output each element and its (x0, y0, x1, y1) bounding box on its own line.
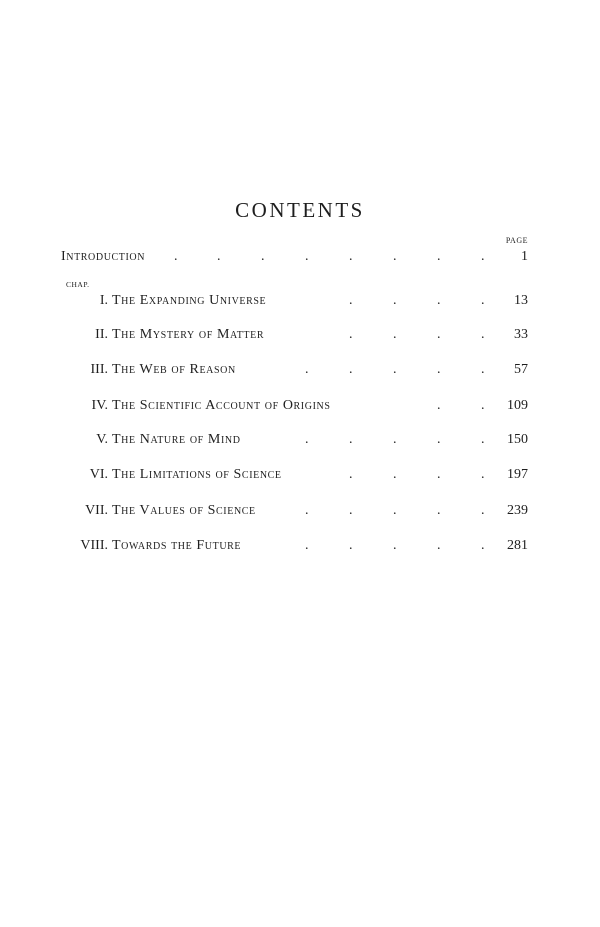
toc-entry-chapter (0, 396, 600, 416)
chapter-numeral: IV. (91, 398, 108, 413)
toc-entry-page: 197 (507, 467, 528, 482)
toc-entry-chapter (0, 465, 600, 485)
chapter-numeral: V. (96, 432, 108, 447)
toc-entry-page: 1 (521, 249, 528, 264)
toc-entry-page: 13 (514, 293, 528, 308)
toc-entry-title: The Nature of Mind (112, 432, 241, 447)
leader-dots: . . (437, 398, 485, 413)
chapter-numeral: III. (90, 362, 108, 377)
leader-dots: . . . . . (305, 538, 485, 553)
toc-entry-chapter (0, 536, 600, 556)
toc-entry-title: The Web of Reason (112, 362, 236, 377)
leader-dots: . . . . . (305, 503, 485, 518)
toc-entry-page: 281 (507, 538, 528, 553)
page-column-heading: PAGE (505, 236, 528, 245)
leader-dots: . . . . . . . . (174, 249, 485, 264)
toc-entry-title: The Mystery of Matter (112, 327, 265, 342)
chapter-numeral: VIII. (80, 538, 108, 553)
leader-dots: . . . . . (305, 432, 485, 447)
leader-dots: . . . . (349, 293, 485, 308)
toc-entry-title: The Values of Science (112, 503, 256, 518)
toc-entry-title: The Expanding Universe (112, 293, 267, 308)
chapter-numeral: II. (95, 327, 108, 342)
chapter-numeral: I. (99, 293, 108, 308)
toc-entry-chapter (0, 430, 600, 450)
toc-entry-page: 33 (514, 327, 528, 342)
toc-entry-title: The Scientific Account of Origins (112, 398, 331, 413)
toc-entry-title: Introduction (61, 249, 146, 264)
toc-entry-chapter (0, 360, 600, 380)
toc-entry-chapter (0, 501, 600, 521)
chapter-numeral: VI. (89, 467, 108, 482)
toc-entry-page: 150 (507, 432, 528, 447)
leader-dots: . . . . . (305, 362, 485, 377)
toc-entry-page: 239 (507, 503, 528, 518)
page-title: CONTENTS (235, 198, 365, 222)
toc-entry-page: 109 (507, 398, 528, 413)
leader-dots: . . . . (349, 467, 485, 482)
toc-entry-title: Towards the Future (112, 538, 242, 553)
toc-entry-page: 57 (514, 362, 528, 377)
toc-entry-introduction (0, 247, 600, 267)
chapter-numeral: VII. (85, 503, 108, 518)
toc-entry-title: The Limitations of Science (112, 467, 282, 482)
leader-dots: . . . . (349, 327, 485, 342)
toc-entry-chapter (0, 325, 600, 345)
toc-entry-chapter (0, 291, 600, 311)
chapter-column-heading: CHAP. (66, 280, 90, 289)
